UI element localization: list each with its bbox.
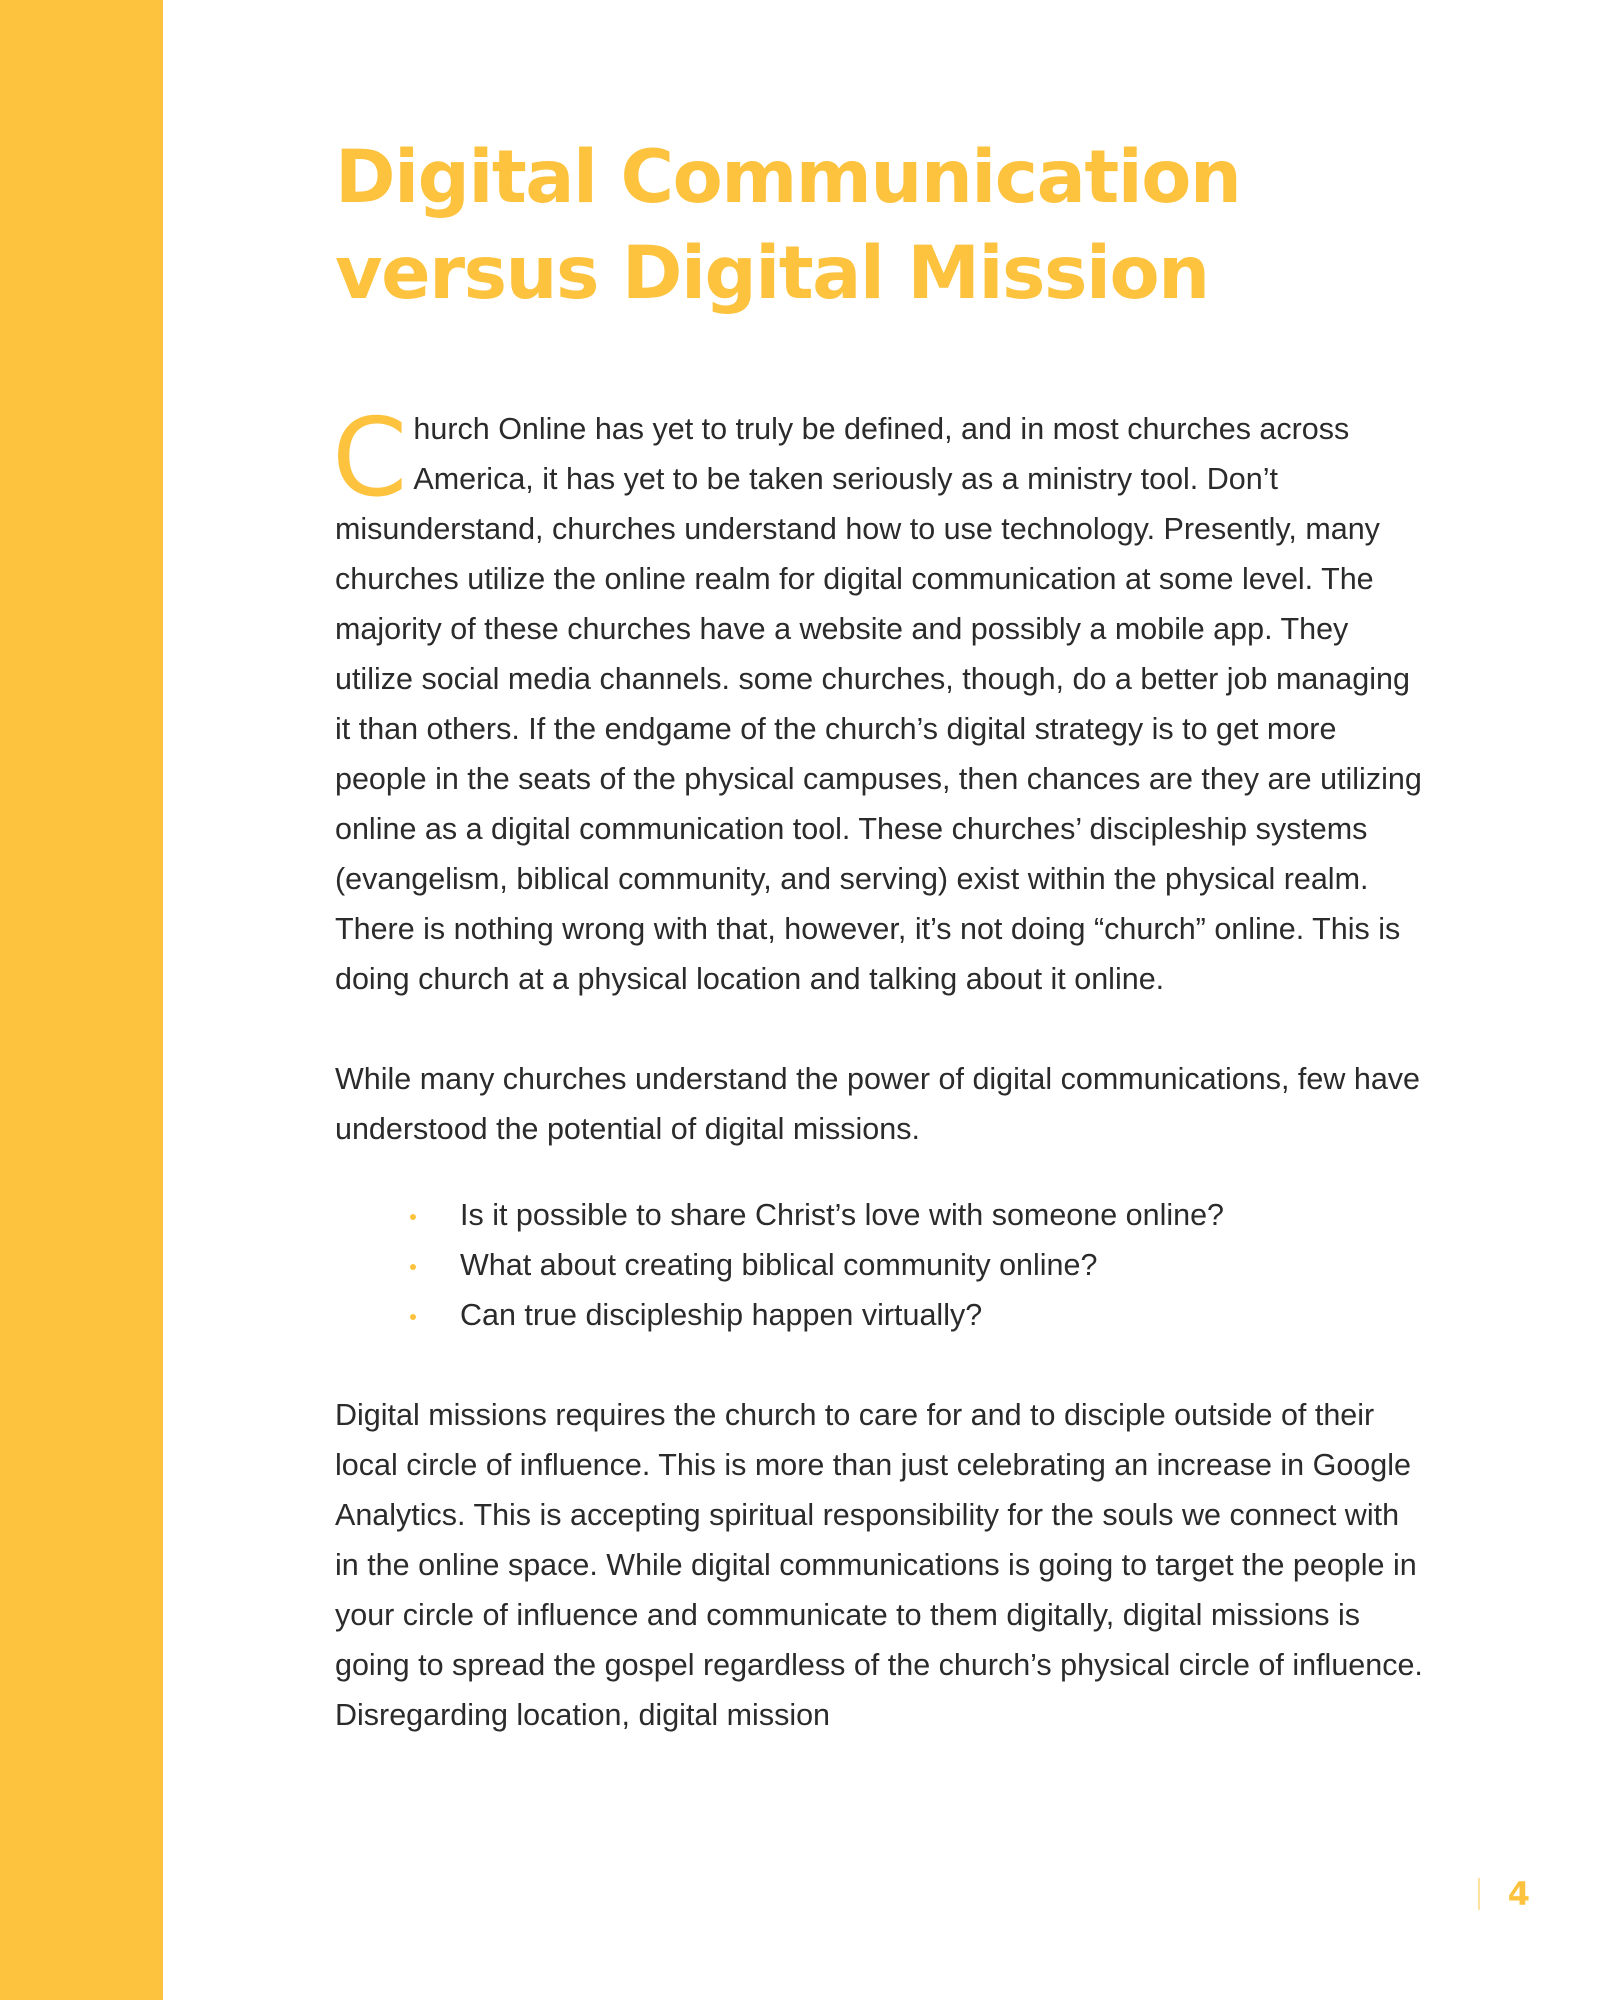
intro-paragraph-text: hurch Online has yet to truly be defined, and in most churches across America, it has yet to be taken seriously as a ministry tool. Don’t misunderstand, churches understand how to use technology. Presently, many churches utilize the online realm for digital communication at some level. The majority of these churches have a website and possibly a mobile app. They utilize social media channels. some churches, though, do a better job managing it than others. If the endgame of the church’s digital strategy is to get more people in the seats of the physical campuses, then chances are they are utilizing online as a digital communication tool. These churches’ discipleship systems (evangelism, biblical community, and serving) exist within the physical realm. There is nothing wrong with that, however, it’s not doing “church” online. This is doing church at a physical location and talking about it online. bbox=[335, 412, 1422, 996]
list-item bbox=[410, 1240, 1430, 1290]
third-paragraph: Digital missions requires the church to care for and to disciple outside of their local circle of influence. This is more than just celebrating an increase in Google Analytics. This is accepting spiritual responsibility for the souls we connect with in the online space. While digital communications is going to target the people in your circle of influence and communicate to them digitally, digital missions is going to spread the gospel regardless of the church’s physical circle of influence. Disregarding location, digital mission bbox=[335, 1398, 1423, 1732]
drop-cap: C bbox=[332, 396, 408, 521]
yellow-side-bar bbox=[0, 0, 163, 2000]
page-title-line-1: Digital Communication bbox=[335, 135, 1241, 220]
question-list bbox=[335, 1190, 1430, 1340]
bullet-dot-icon bbox=[410, 1214, 416, 1220]
page-title bbox=[335, 130, 1430, 322]
second-paragraph: While many churches understand the power of digital communications, few have understood the potential of digital missions. bbox=[335, 1062, 1420, 1146]
bullet-dot-icon bbox=[410, 1314, 416, 1320]
page-number: 4 bbox=[1507, 1875, 1530, 1913]
list-item-text: Is it possible to share Christ’s love with someone online? bbox=[460, 1198, 1225, 1232]
page-footer bbox=[1478, 1874, 1530, 1914]
list-item bbox=[410, 1290, 1430, 1340]
page-title-line-2: versus Digital Mission bbox=[335, 231, 1209, 316]
page-content bbox=[332, 130, 1430, 1740]
list-item-text: Can true discipleship happen virtually? bbox=[460, 1298, 983, 1332]
bullet-dot-icon bbox=[410, 1264, 416, 1270]
list-item bbox=[410, 1190, 1430, 1240]
list-item-text: What about creating biblical community online? bbox=[460, 1248, 1098, 1282]
intro-paragraph bbox=[332, 396, 1430, 1004]
footer-divider bbox=[1478, 1878, 1480, 1910]
